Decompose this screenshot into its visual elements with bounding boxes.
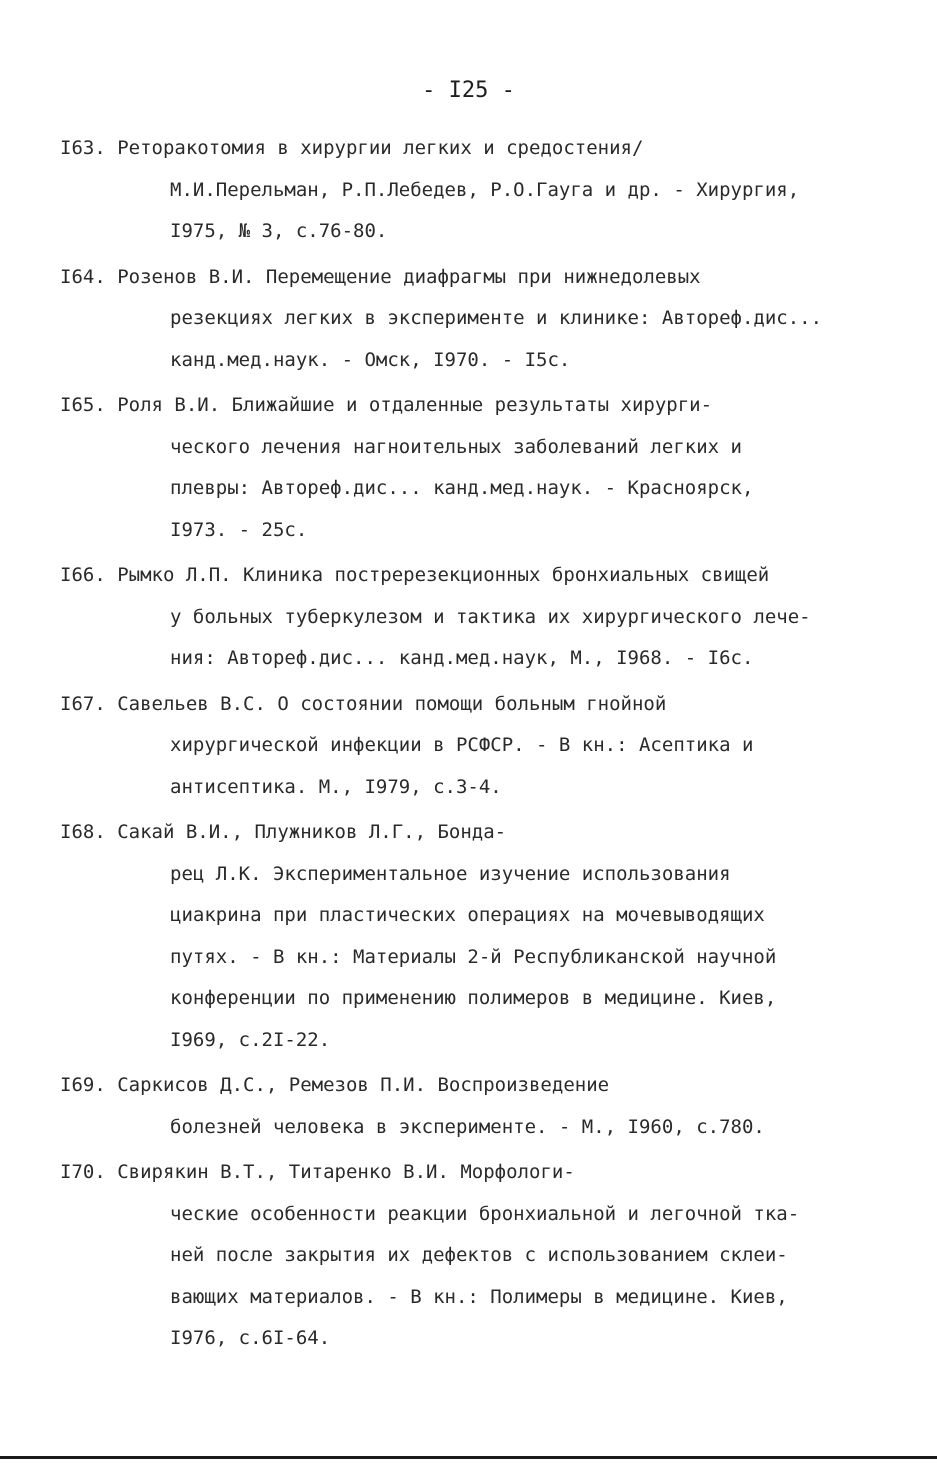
entry-line: I67. Савельев В.С. О состоянии помощи больным гнойной: [60, 692, 667, 715]
bibliography-entry: [60, 812, 900, 1061]
entry-line: болезней человека в эксперименте. - М., I960, с.780.: [170, 1115, 765, 1138]
entry-line: I66. Рымко Л.П. Клиника постререзекционных бронхиальных свищей: [60, 564, 770, 586]
bibliography-entry: [60, 257, 900, 382]
page-number: - I25 -: [422, 78, 515, 103]
entry-line: ческие особенности реакции бронхиальной и легочной тка-: [170, 1202, 800, 1225]
entry-line: конференции по применению полимеров в медицине. Киев,: [170, 987, 777, 1009]
entry-line: путях. - В кн.: Материалы 2-й Республиканской научной: [170, 945, 777, 968]
entry-line: циакрина при пластических операциях на мочевыводящих: [170, 904, 765, 926]
entry-line: ния: Автореф.дис... канд.мед.наук, М., I968. - I6с.: [170, 647, 754, 669]
entry-line: ческого лечения нагноительных заболеваний легких и: [170, 435, 742, 458]
bottom-edge-line: [0, 1456, 937, 1459]
entry-line: хирургической инфекции в РСФСР. - В кн.: Асептика и: [170, 734, 754, 756]
entry-line: I65. Роля В.И. Ближайшие и отдаленные результаты хирурги-: [60, 394, 713, 416]
bibliography-entry: [60, 1065, 900, 1148]
entry-line: I975, № 3, с.76-80.: [170, 220, 388, 242]
entry-line: I63. Реторакотомия в хирургии легких и средостения/: [60, 137, 644, 159]
entry-line: I68. Сакай В.И., Плужников Л.Г., Бонда-: [60, 821, 507, 843]
bibliography-entry: [60, 385, 900, 551]
entry-line: М.И.Перельман, Р.П.Лебедев, Р.О.Гауга и др. - Хирургия,: [170, 178, 800, 201]
entry-line: I70. Свирякин В.Т., Титаренко В.И. Морфологи-: [60, 1161, 575, 1183]
entry-line: рец Л.К. Экспериментальное изучение использования: [170, 862, 731, 885]
entry-line: антисептика. М., I979, с.3-4.: [170, 775, 502, 798]
entry-line: I976, с.6I-64.: [170, 1327, 331, 1349]
entry-line: вающих материалов. - В кн.: Полимеры в медицине. Киев,: [170, 1285, 788, 1308]
bibliography-entry: [60, 684, 900, 809]
entry-line: ней после закрытия их дефектов с использованием склеи-: [170, 1244, 788, 1266]
entry-line: у больных туберкулезом и тактика их хирургического лече-: [170, 605, 811, 628]
bibliography-entry: [60, 1152, 900, 1360]
entry-line: канд.мед.наук. - Омск, I970. - I5с.: [170, 348, 571, 371]
entry-line: I969, с.2I-22.: [170, 1028, 331, 1051]
entry-line: резекциях легких в эксперименте и клинике: Автореф.дис...: [170, 307, 823, 329]
bibliography-list: [60, 128, 900, 1364]
bibliography-entry: [60, 128, 900, 253]
entry-line: I69. Саркисов Д.С., Ремезов П.И. Воспроизведение: [60, 1074, 610, 1096]
entry-line: плевры: Автореф.дис... канд.мед.наук. - Красноярск,: [170, 477, 754, 499]
entry-line: I973. - 25с.: [170, 518, 308, 541]
entry-line: I64. Розенов В.И. Перемещение диафрагмы при нижнедолевых: [60, 265, 701, 288]
bibliography-entry: [60, 555, 900, 680]
